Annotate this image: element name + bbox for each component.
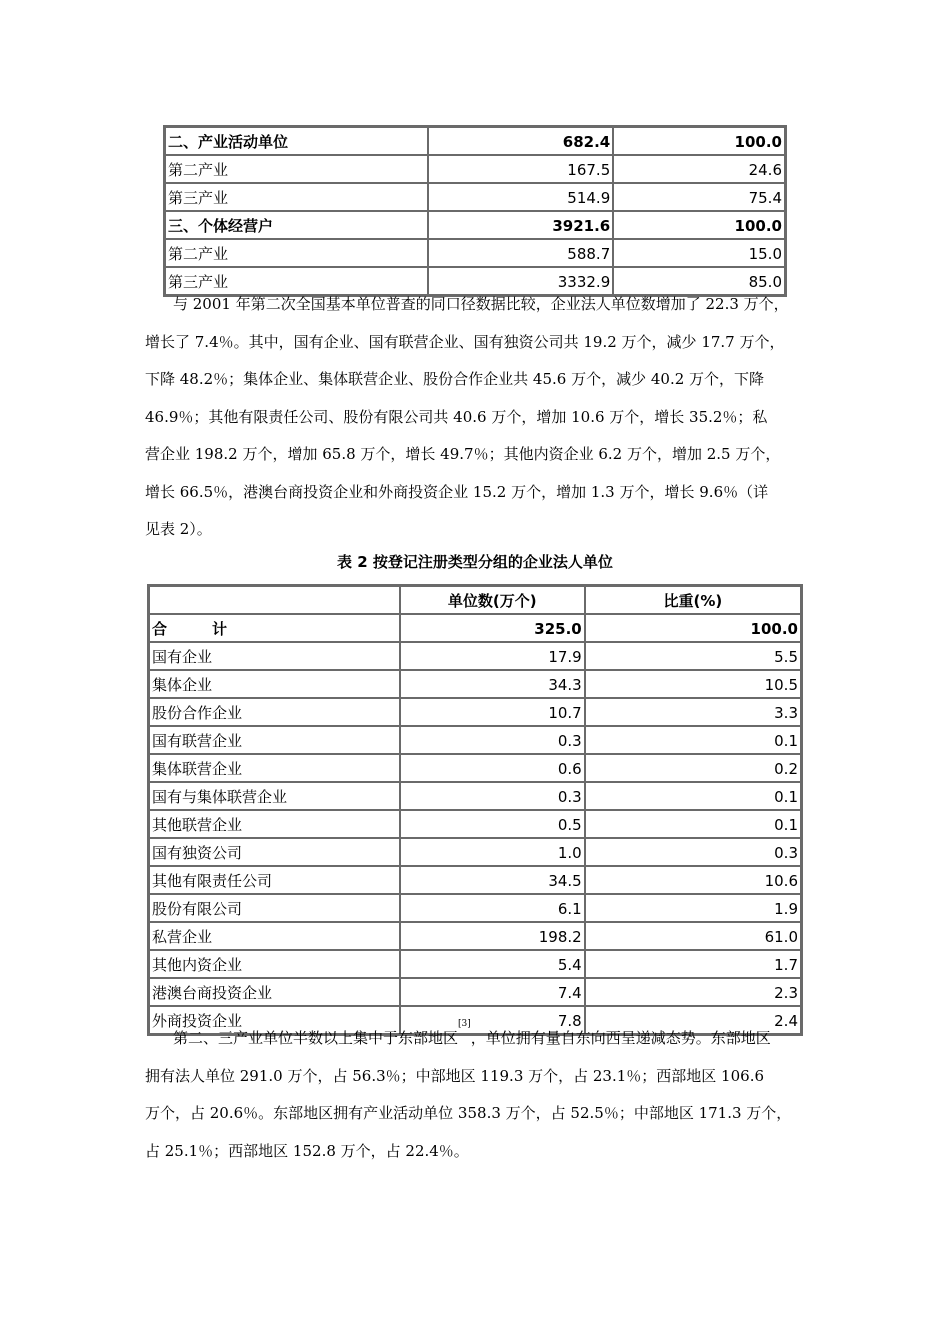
row-label: 其他内资企业 [149,950,400,978]
header-cell-empty [149,586,400,614]
row-value-2: 100.0 [613,127,785,155]
row-value-2: 10.6 [585,866,801,894]
row-label: 私营企业 [149,922,400,950]
table-row [149,670,801,698]
row-label: 第三产业 [165,183,428,211]
row-value-1: 514.9 [428,183,614,211]
table-row [165,239,785,267]
row-value-2: 0.1 [585,726,801,754]
table-1-continuation [163,125,787,297]
paragraph-line: 占 25.1％；西部地区 152.8 万个，占 22.4％。 [145,1141,469,1160]
paragraph-line: 见表 2）。 [145,520,212,538]
row-value-2: 100.0 [613,211,785,239]
paragraph-line: 增长了 7.4％。其中，国有企业、国有联营企业、国有独资公司共 19.2 万个，减少 17.7 万个， [145,332,785,351]
row-value-1: 7.4 [400,978,585,1006]
table-header-row [149,586,801,614]
row-value-1: 7.8 [400,1006,585,1034]
total-count: 325.0 [400,614,585,642]
paragraph-line: 拥有法人单位 291.0 万个，占 56.3％；中部地区 119.3 万个，占 23.1％；西部地区 106.6 [145,1066,765,1085]
row-label: 其他有限责任公司 [149,866,400,894]
paragraph-line [145,1020,815,1058]
row-value-2: 15.0 [613,239,785,267]
table-total-row [149,614,801,642]
row-value-1: 10.7 [400,698,585,726]
row-value-2: 1.9 [585,894,801,922]
table-row [149,978,801,1006]
row-value-1: 34.5 [400,866,585,894]
row-value-2: 24.6 [613,155,785,183]
paragraph-line: 增长 66.5％，港澳台商投资企业和外商投资企业 15.2 万个，增加 1.3 万个，增长 9.6％（详 [145,482,769,501]
header-cell-count: 单位数(万个) [400,586,585,614]
row-value-2: 61.0 [585,922,801,950]
row-label: 第二产业 [165,155,428,183]
row-label: 国有与集体联营企业 [149,782,400,810]
paragraph-line: 万个，占 20.6％。东部地区拥有产业活动单位 358.3 万个，占 52.5％；中部地区 171.3 万个， [145,1104,792,1122]
row-value-2: 5.5 [585,642,801,670]
row-value-2: 0.3 [585,838,801,866]
row-value-2: 0.1 [585,782,801,810]
paragraph-line: 下降 48.2％；集体企业、集体联营企业、股份合作企业共 45.6 万个，减少 40.2 万个，下降 [145,370,765,388]
footnote-ref[interactable]: [3] [458,1019,471,1029]
table-2-body [149,586,801,1034]
paragraph-line: 46.9％；其他有限责任公司、股份有限公司共 40.6 万个，增加 10.6 万个，增长 35.2％；私 [145,407,768,426]
row-label: 国有企业 [149,642,400,670]
row-value-2: 2.3 [585,978,801,1006]
row-value-1: 1.0 [400,838,585,866]
table-row [149,894,801,922]
header-cell-share: 比重(%) [585,586,801,614]
row-value-2: 1.7 [585,950,801,978]
row-value-2: 3.3 [585,698,801,726]
table-row [149,642,801,670]
row-value-2: 0.2 [585,754,801,782]
table-row [165,183,785,211]
row-value-1: 0.3 [400,782,585,810]
paragraph-line: 营企业 198.2 万个，增加 65.8 万个，增长 49.7％；其他内资企业 6.2 万个，增加 2.5 万个， [145,445,781,463]
table-row [149,698,801,726]
row-value-2: 0.1 [585,810,801,838]
row-label: 股份有限公司 [149,894,400,922]
total-label: 合 计 [149,614,400,642]
table-row [165,155,785,183]
line-text: ，单位拥有量自东向西呈递减态势。东部地区 [470,1029,771,1047]
table-row [149,866,801,894]
row-value-2: 2.4 [585,1006,801,1034]
row-value-2: 10.5 [585,670,801,698]
table-row [165,211,785,239]
paragraph-regional [145,1020,815,1170]
table-1-body [165,127,785,295]
row-label: 第三产业 [165,267,428,295]
paragraph-line: 与 2001 年第二次全国基本单位普查的同口径数据比较，企业法人单位数增加了 22.3 万个， [173,295,789,313]
table-row [165,127,785,155]
row-value-1: 588.7 [428,239,614,267]
row-label: 二、产业活动单位 [165,127,428,155]
row-label: 股份合作企业 [149,698,400,726]
row-value-1: 0.6 [400,754,585,782]
row-value-1: 0.3 [400,726,585,754]
row-value-1: 3921.6 [428,211,614,239]
table-row [149,726,801,754]
table-row [149,922,801,950]
table-2 [147,584,803,1036]
table-row [149,950,801,978]
row-value-1: 198.2 [400,922,585,950]
row-value-1: 0.5 [400,810,585,838]
row-label: 国有独资公司 [149,838,400,866]
row-value-2: 85.0 [613,267,785,295]
row-value-1: 3332.9 [428,267,614,295]
table-row [149,754,801,782]
row-value-1: 167.5 [428,155,614,183]
line-text: 第二、三产业单位半数以上集中于东部地区 [173,1029,459,1047]
table-row [149,838,801,866]
row-label: 国有联营企业 [149,726,400,754]
total-share: 100.0 [585,614,801,642]
row-label: 三、个体经营户 [165,211,428,239]
row-value-1: 682.4 [428,127,614,155]
table-row [149,782,801,810]
row-value-1: 34.3 [400,670,585,698]
row-label: 外商投资企业 [149,1006,400,1034]
row-label: 集体联营企业 [149,754,400,782]
row-value-1: 5.4 [400,950,585,978]
row-label: 其他联营企业 [149,810,400,838]
row-label: 第二产业 [165,239,428,267]
row-value-1: 17.9 [400,642,585,670]
paragraph-comparison [145,286,815,549]
row-value-2: 75.4 [613,183,785,211]
table-row [149,810,801,838]
table-2-caption: 表 2 按登记注册类型分组的企业法人单位 [337,553,613,571]
row-label: 港澳台商投资企业 [149,978,400,1006]
row-label: 集体企业 [149,670,400,698]
row-value-1: 6.1 [400,894,585,922]
